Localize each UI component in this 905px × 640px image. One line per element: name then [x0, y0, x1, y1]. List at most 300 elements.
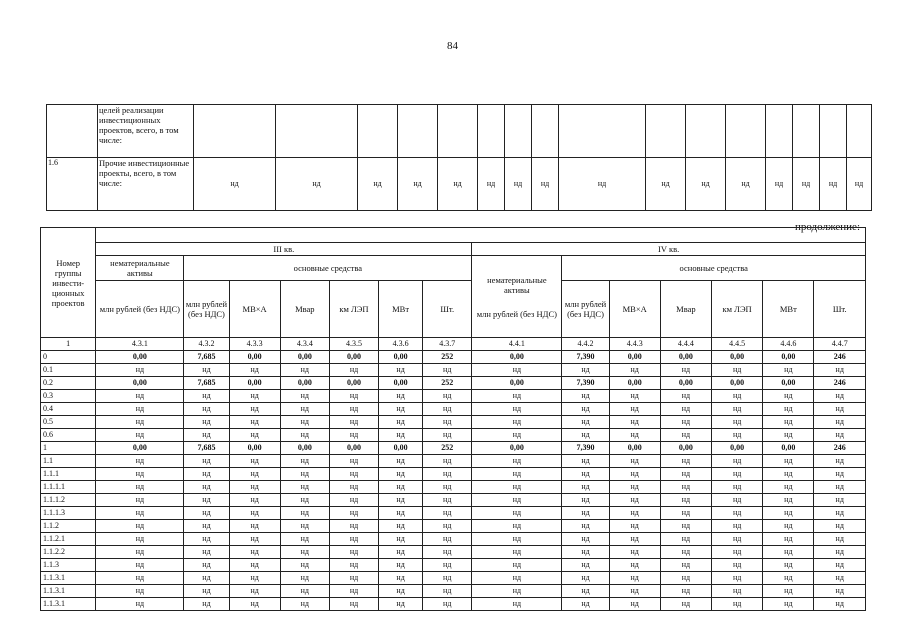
row-value: нд [814, 494, 866, 507]
row-value: нд [712, 416, 763, 429]
row-id: 1.1.3 [41, 559, 96, 572]
row-value: нд [379, 403, 423, 416]
row-value: нд [472, 533, 562, 546]
row-value: 0,00 [712, 351, 763, 364]
row-value: нд [660, 403, 711, 416]
q4-unit-header: млн рублей (без НДС) [562, 281, 609, 338]
row-value: 0,00 [660, 377, 711, 390]
row-value: нд [329, 403, 378, 416]
row-value: нд [229, 546, 280, 559]
row-value: нд [379, 507, 423, 520]
row-value: нд [562, 572, 609, 585]
row-value: 0,00 [329, 442, 378, 455]
row-value: нд [423, 507, 472, 520]
row-value: нд [423, 572, 472, 585]
row-value: нд [712, 533, 763, 546]
row-value: нд [712, 520, 763, 533]
table-row [41, 442, 866, 455]
row-value: нд [379, 572, 423, 585]
row-value: нд [229, 403, 280, 416]
row-value: нд [763, 390, 814, 403]
row-value: нд [814, 481, 866, 494]
row-value: нд [609, 364, 660, 377]
row-value: нд [472, 481, 562, 494]
top-row-label: Прочие инвестиционные проекты, всего, в том числе: [98, 158, 194, 211]
q3-unit-header: км ЛЭП [329, 281, 378, 338]
top-row-id [47, 105, 98, 158]
row-value: нд [472, 390, 562, 403]
row-value: нд [184, 494, 229, 507]
row-value: нд [712, 559, 763, 572]
row-value: нд [229, 481, 280, 494]
row-value: нд [229, 585, 280, 598]
row-value: нд [763, 403, 814, 416]
row-value: 0,00 [609, 442, 660, 455]
q4-unit-header: км ЛЭП [712, 281, 763, 338]
row-value: нд [96, 598, 184, 611]
row-value: нд [96, 546, 184, 559]
row-value: нд [712, 481, 763, 494]
row-value: нд [379, 598, 423, 611]
row-value: нд [609, 455, 660, 468]
row-value: 7,390 [562, 351, 609, 364]
row-value: нд [609, 416, 660, 429]
top-row-cell: нд [646, 158, 686, 211]
top-row-cell [646, 105, 686, 158]
top-row-cell [686, 105, 726, 158]
column-code: 4.3.2 [184, 338, 229, 351]
row-value: нд [562, 520, 609, 533]
top-row-cell [559, 105, 646, 158]
row-value: нд [379, 429, 423, 442]
row-value: нд [712, 390, 763, 403]
column-code: 4.3.4 [280, 338, 329, 351]
top-row-cell: нд [820, 158, 847, 211]
top-row-label: целей реализации инвестиционных проектов, всего, в том числе: [98, 105, 194, 158]
row-id: 0.2 [41, 377, 96, 390]
row-value: нд [229, 533, 280, 546]
row-value: 0,00 [660, 442, 711, 455]
row-value: нд [609, 520, 660, 533]
row-value: 0,00 [329, 351, 378, 364]
row-value: нд [660, 416, 711, 429]
continuation-label: продолжение: [794, 221, 860, 233]
row-value: нд [472, 559, 562, 572]
row-value: нд [379, 520, 423, 533]
row-value: нд [660, 364, 711, 377]
row-value: нд [763, 546, 814, 559]
row-id: 0 [41, 351, 96, 364]
top-row-cell [194, 105, 276, 158]
column-code: 4.4.2 [562, 338, 609, 351]
row-value: нд [96, 390, 184, 403]
row-value: нд [423, 403, 472, 416]
row-value: нд [423, 364, 472, 377]
top-row-cell: нд [532, 158, 559, 211]
header-spacer [96, 228, 866, 243]
row-value: нд [472, 364, 562, 377]
q4-fixed-header: основные средства [562, 256, 866, 281]
row-value: нд [562, 390, 609, 403]
row-value: нд [472, 455, 562, 468]
row-value: нд [329, 572, 378, 585]
q3-fixed-header: основные средства [184, 256, 472, 281]
row-value: нд [660, 559, 711, 572]
row-value: 0,00 [280, 351, 329, 364]
table-row [41, 403, 866, 416]
row-value: нд [423, 390, 472, 403]
row-value: нд [423, 598, 472, 611]
row-value: 7,390 [562, 442, 609, 455]
top-row-cell: нд [847, 158, 872, 211]
row-value: нд [280, 559, 329, 572]
row-value: нд [229, 507, 280, 520]
main-table [40, 227, 866, 611]
row-value: нд [660, 598, 711, 611]
column-code: 4.4.7 [814, 338, 866, 351]
row-value: нд [763, 572, 814, 585]
column-code: 4.4.5 [712, 338, 763, 351]
row-value: нд [609, 559, 660, 572]
row-value: нд [329, 494, 378, 507]
row-value: 252 [423, 377, 472, 390]
row-value: 0,00 [329, 377, 378, 390]
row-value: нд [423, 585, 472, 598]
q4-unit-header: МВт [763, 281, 814, 338]
column-code: 4.4.4 [660, 338, 711, 351]
top-row-cell [766, 105, 793, 158]
row-value: нд [379, 364, 423, 377]
table-row [41, 364, 866, 377]
row-value: нд [472, 507, 562, 520]
row-value: нд [660, 455, 711, 468]
row-value: нд [229, 520, 280, 533]
row-value: нд [229, 455, 280, 468]
row-value: нд [229, 598, 280, 611]
q4-intangible-unit: млн рублей (без НДС) [476, 308, 557, 319]
row-value: нд [379, 533, 423, 546]
row-value: 0,00 [472, 351, 562, 364]
top-row-cell: нд [726, 158, 766, 211]
table-row [41, 520, 866, 533]
row-value: нд [814, 598, 866, 611]
row-value: нд [472, 494, 562, 507]
row-value: нд [712, 403, 763, 416]
row-value: нд [229, 559, 280, 572]
table-row [41, 572, 866, 585]
row-value: 0,00 [472, 442, 562, 455]
row-id: 1.1.1.2 [41, 494, 96, 507]
row-id: 1.1 [41, 455, 96, 468]
row-value: нд [184, 468, 229, 481]
row-value: нд [280, 572, 329, 585]
row-value: нд [96, 468, 184, 481]
row-value: нд [229, 572, 280, 585]
row-value: нд [280, 416, 329, 429]
top-row-cell [478, 105, 505, 158]
row-value: нд [562, 468, 609, 481]
row-value: нд [329, 546, 378, 559]
row-value: нд [280, 533, 329, 546]
row-value: нд [280, 507, 329, 520]
row-value: нд [763, 494, 814, 507]
row-value: нд [472, 468, 562, 481]
row-value: нд [379, 585, 423, 598]
row-value: нд [379, 416, 423, 429]
row-value: нд [96, 507, 184, 520]
row-value: 0,00 [96, 377, 184, 390]
row-id: 0.5 [41, 416, 96, 429]
row-value: нд [763, 598, 814, 611]
row-value: нд [423, 468, 472, 481]
row-value: нд [96, 481, 184, 494]
table-row [41, 533, 866, 546]
row-value: нд [379, 494, 423, 507]
top-row-cell: нд [686, 158, 726, 211]
row-value: 0,00 [379, 442, 423, 455]
q3-unit-header: млн рублей (без НДС) [96, 281, 184, 338]
row-value: нд [184, 364, 229, 377]
row-value: нд [562, 507, 609, 520]
row-value: нд [329, 598, 378, 611]
row-id: 1 [41, 442, 96, 455]
column-code: 4.4.1 [472, 338, 562, 351]
row-value: нд [423, 429, 472, 442]
row-id: 0.4 [41, 403, 96, 416]
row-value: 252 [423, 442, 472, 455]
row-value: нд [423, 520, 472, 533]
row-value: нд [472, 572, 562, 585]
top-row-cell [532, 105, 559, 158]
row-value: нд [96, 520, 184, 533]
row-value: нд [329, 416, 378, 429]
row-value: 0,00 [763, 351, 814, 364]
row-value: нд [379, 546, 423, 559]
row-value: нд [96, 403, 184, 416]
row-value: 0,00 [712, 377, 763, 390]
row-value: нд [329, 507, 378, 520]
top-row-cell: нд [358, 158, 398, 211]
row-value: нд [562, 364, 609, 377]
table-row [41, 416, 866, 429]
row-value: 0,00 [96, 351, 184, 364]
row-value: нд [184, 507, 229, 520]
row-value: 0,00 [229, 351, 280, 364]
row-value: нд [763, 585, 814, 598]
row-value: нд [96, 585, 184, 598]
row-value: 0,00 [379, 377, 423, 390]
row-value: нд [763, 481, 814, 494]
row-value: нд [423, 455, 472, 468]
row-value: 0,00 [609, 351, 660, 364]
q4-header: IV кв. [472, 243, 866, 256]
row-value: нд [814, 559, 866, 572]
row-value: нд [814, 507, 866, 520]
row-value: нд [96, 364, 184, 377]
row-value: 0,00 [229, 442, 280, 455]
row-value: нд [712, 572, 763, 585]
row-value: нд [763, 429, 814, 442]
row-value: нд [184, 533, 229, 546]
row-value: нд [660, 429, 711, 442]
table-row [41, 598, 866, 611]
row-value: нд [472, 429, 562, 442]
row-value: 7,390 [562, 377, 609, 390]
row-value: нд [280, 546, 329, 559]
row-value: нд [280, 598, 329, 611]
row-value: нд [609, 533, 660, 546]
row-value: нд [423, 416, 472, 429]
row-value: нд [712, 364, 763, 377]
top-row-cell: нд [505, 158, 532, 211]
row-value: нд [763, 533, 814, 546]
row-value: нд [814, 455, 866, 468]
row-value: нд [472, 585, 562, 598]
row-value: нд [660, 494, 711, 507]
q4-intangible-label: нематериальные активы [487, 274, 547, 295]
row-id: 1.1.1 [41, 468, 96, 481]
row-value: 0,00 [660, 351, 711, 364]
row-value: нд [609, 585, 660, 598]
row-value: 0,00 [763, 377, 814, 390]
row-value: нд [329, 559, 378, 572]
row-value: нд [329, 455, 378, 468]
top-row [47, 158, 872, 211]
row-value: нд [229, 416, 280, 429]
row-value: нд [329, 533, 378, 546]
row-value: нд [562, 403, 609, 416]
row-value: нд [660, 468, 711, 481]
row-value: нд [472, 598, 562, 611]
column-code: 4.3.1 [96, 338, 184, 351]
row-id: 1.1.3.1 [41, 598, 96, 611]
row-value: нд [763, 559, 814, 572]
top-row-cell: нд [478, 158, 505, 211]
row-value: нд [562, 481, 609, 494]
row-value: 7,685 [184, 351, 229, 364]
row-value: нд [379, 468, 423, 481]
row-value: нд [712, 494, 763, 507]
row-value: нд [609, 429, 660, 442]
row-value: нд [712, 546, 763, 559]
top-row-cell [726, 105, 766, 158]
top-row-cell: нд [398, 158, 438, 211]
row-value: нд [379, 481, 423, 494]
column-code: 4.3.6 [379, 338, 423, 351]
top-row-cell [505, 105, 532, 158]
table-row [41, 455, 866, 468]
row-value: нд [96, 559, 184, 572]
row-value: нд [609, 494, 660, 507]
row-value: нд [814, 403, 866, 416]
column-code: 4.3.5 [329, 338, 378, 351]
row-value: нд [423, 533, 472, 546]
row-value: нд [814, 364, 866, 377]
row-id: 1.1.3.1 [41, 585, 96, 598]
q3-unit-header: МВ×А [229, 281, 280, 338]
row-value: нд [562, 533, 609, 546]
row-id: 0.6 [41, 429, 96, 442]
row-value: нд [379, 455, 423, 468]
row-value: нд [184, 546, 229, 559]
top-table [46, 104, 872, 211]
q3-unit-header: Мвар [280, 281, 329, 338]
row-value: нд [562, 429, 609, 442]
column-code: 1 [41, 338, 96, 351]
row-value: нд [423, 494, 472, 507]
row-value: 252 [423, 351, 472, 364]
row-value: нд [229, 429, 280, 442]
row-value: нд [609, 481, 660, 494]
row-value: нд [814, 572, 866, 585]
row-value: нд [280, 364, 329, 377]
row-value: нд [472, 416, 562, 429]
row-value: нд [329, 481, 378, 494]
q3-header: III кв. [96, 243, 472, 256]
row-value: нд [229, 364, 280, 377]
row-value: нд [562, 494, 609, 507]
row-value: нд [280, 481, 329, 494]
row-value: нд [562, 559, 609, 572]
row-value: нд [609, 403, 660, 416]
row-value: нд [763, 507, 814, 520]
top-row-cell: нд [793, 158, 820, 211]
row-id: 1.1.2.2 [41, 546, 96, 559]
row-value: нд [229, 468, 280, 481]
row-value: нд [712, 429, 763, 442]
row-value: нд [329, 520, 378, 533]
row-value: нд [562, 585, 609, 598]
row-value: нд [280, 520, 329, 533]
q3-unit-header: млн рублей (без НДС) [184, 281, 229, 338]
top-row-cell: нд [559, 158, 646, 211]
row-value: нд [660, 520, 711, 533]
row-value: нд [96, 572, 184, 585]
row-value: нд [379, 390, 423, 403]
row-value: нд [184, 390, 229, 403]
q4-intangible-header [472, 256, 562, 338]
row-value: нд [96, 416, 184, 429]
row-value: нд [280, 585, 329, 598]
row-value: нд [280, 403, 329, 416]
table-row [41, 481, 866, 494]
row-value: нд [329, 364, 378, 377]
row-value: 0,00 [712, 442, 763, 455]
row-id: 1.1.3.1 [41, 572, 96, 585]
q4-unit-header: МВ×А [609, 281, 660, 338]
row-value: нд [609, 546, 660, 559]
row-value: нд [562, 598, 609, 611]
row-value: нд [184, 585, 229, 598]
row-value: нд [423, 481, 472, 494]
top-row-cell [793, 105, 820, 158]
row-value: нд [814, 468, 866, 481]
row-value: нд [814, 416, 866, 429]
row-value: нд [814, 585, 866, 598]
row-value: нд [329, 585, 378, 598]
row-value: нд [184, 403, 229, 416]
row-value: нд [280, 390, 329, 403]
row-value: нд [229, 390, 280, 403]
row-value: нд [280, 468, 329, 481]
row-value: нд [423, 546, 472, 559]
row-value: 0,00 [96, 442, 184, 455]
row-value: нд [184, 572, 229, 585]
code-row [41, 338, 866, 351]
table-row [41, 351, 866, 364]
q3-unit-header: Шт. [423, 281, 472, 338]
row-value: нд [229, 494, 280, 507]
